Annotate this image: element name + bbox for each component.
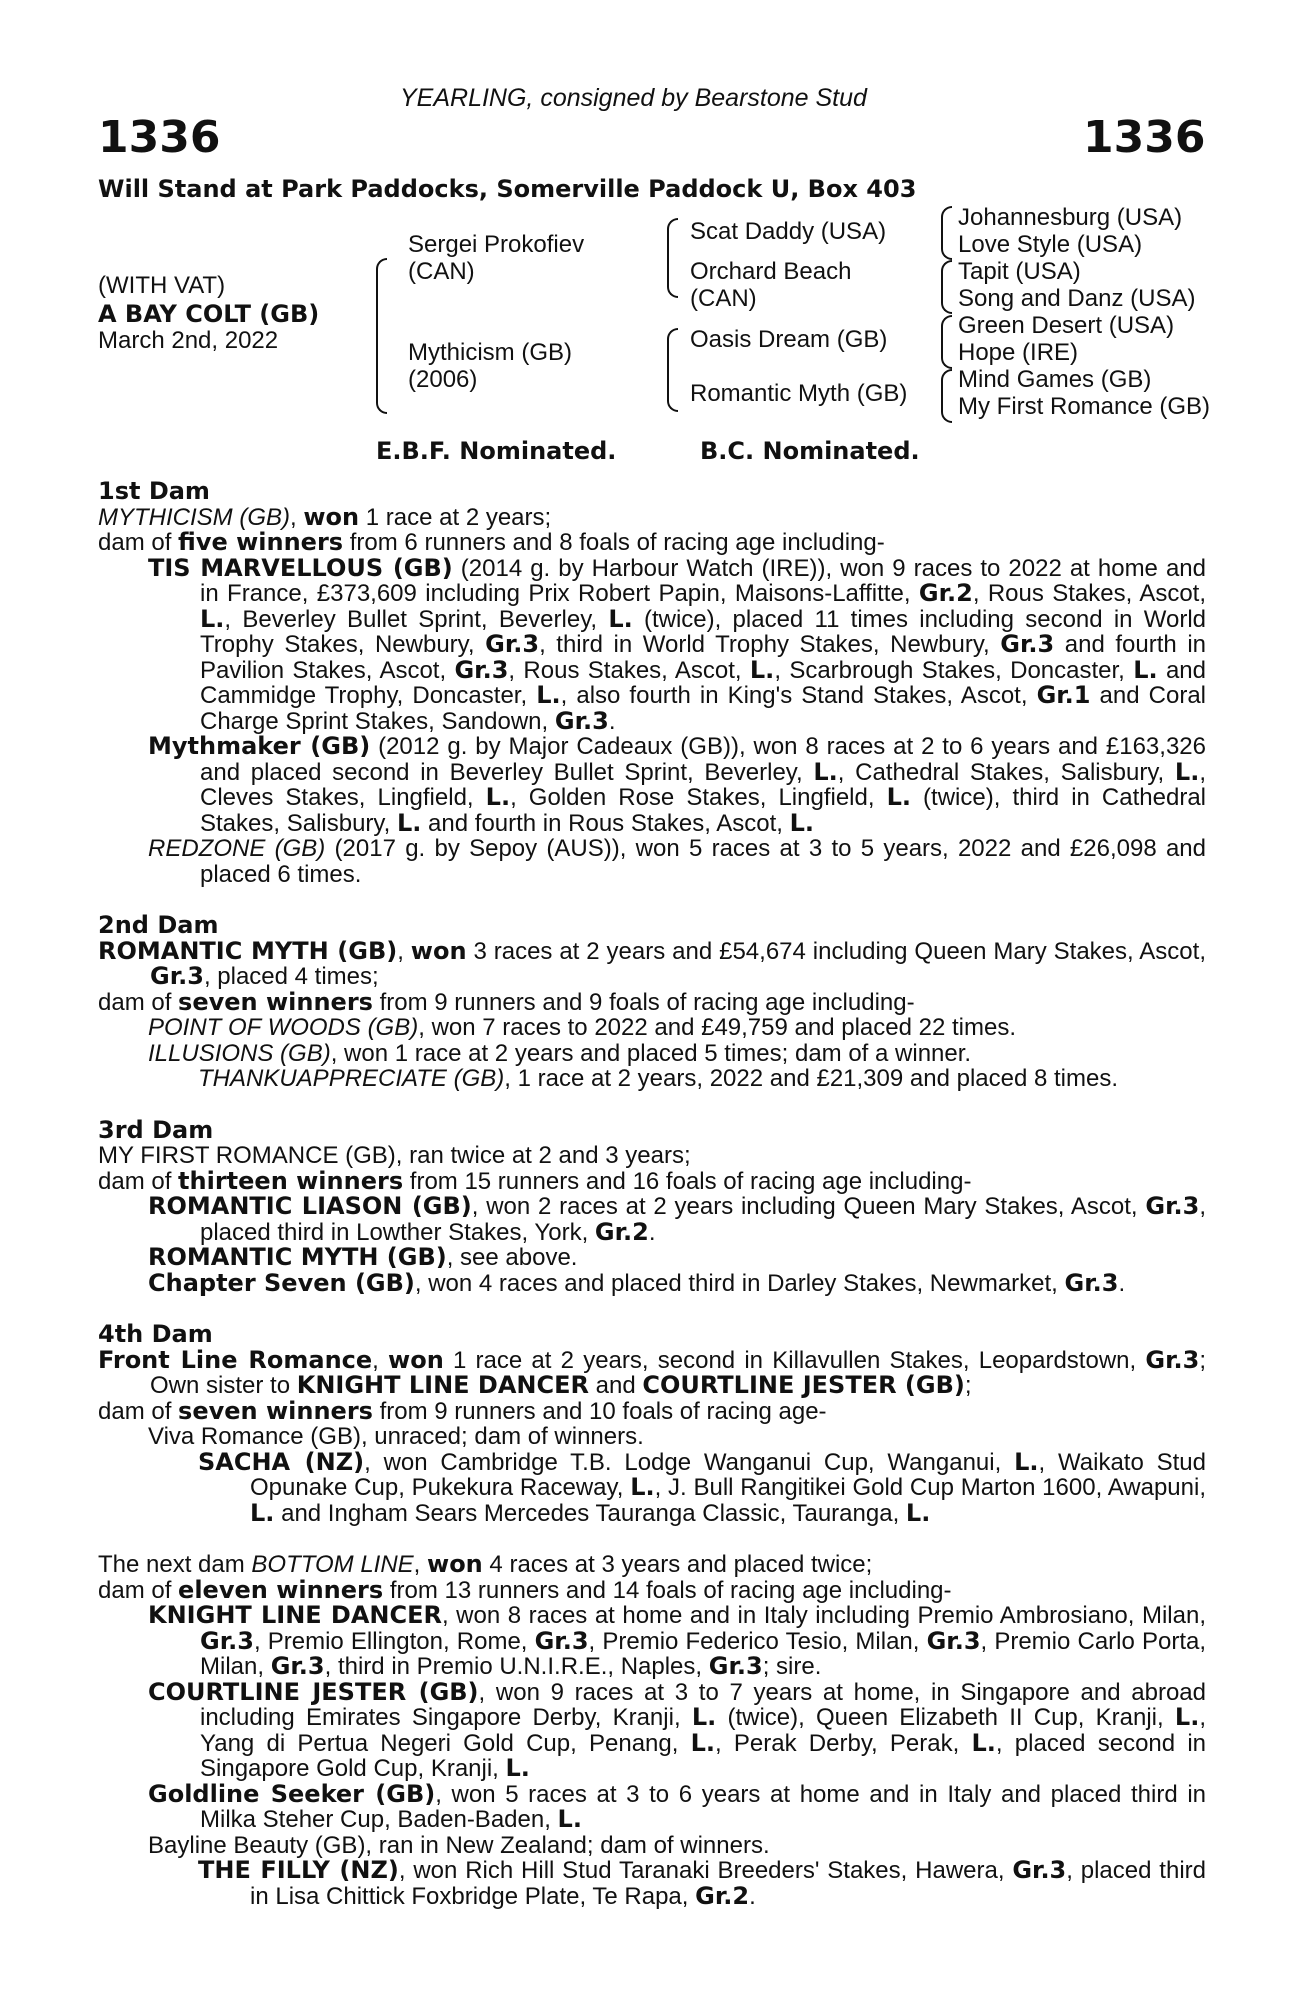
text: ; sire. xyxy=(762,1653,822,1680)
entry-line xyxy=(98,1677,1207,1782)
entry-line xyxy=(98,1245,1206,1271)
bc-nomination: B.C. Nominated. xyxy=(700,437,920,465)
text: and Cammidge Trophy, Doncaster, xyxy=(200,656,1206,709)
section-heading: 3rd Dam xyxy=(98,1115,214,1144)
text: dam of xyxy=(98,1167,179,1195)
entry-line xyxy=(98,1041,1206,1067)
bold-text: L. xyxy=(536,681,561,709)
sire-name: Sergei Prokofiev xyxy=(408,231,585,258)
bold-text: Gr.3 xyxy=(554,706,609,735)
text: dam of xyxy=(98,529,179,556)
entry-line xyxy=(98,1447,1206,1527)
bold-text: COURTLINE JESTER (GB) xyxy=(642,1371,965,1399)
entry-line xyxy=(98,987,1206,1016)
text: , won Cambridge T.B. Lodge Wanganui Cup, Wanganui, xyxy=(364,1448,1015,1476)
text: ; Own sister to xyxy=(150,1346,1206,1399)
text: , Premio Carlo Porta, Milan, xyxy=(200,1627,1207,1680)
pedigree-brace-dam xyxy=(667,328,678,412)
text: , J. Bull Rangitikei Gold Cup Marton 1600, Awapuni, xyxy=(654,1474,1206,1501)
bold-text: won xyxy=(410,936,467,965)
bold-text: L. xyxy=(813,757,838,786)
sire-dam-origin: (CAN) xyxy=(690,285,757,312)
bold-text: Gr.3 xyxy=(454,655,509,684)
bold-text: Gr.2 xyxy=(918,579,973,607)
bold-text: L. xyxy=(971,1728,996,1757)
section-heading: 2nd Dam xyxy=(98,911,219,939)
text: , also fourth in King's Stand Stakes, Ascot, xyxy=(560,682,1037,709)
entry-line xyxy=(98,1603,1206,1680)
bold-text: Gr.3 xyxy=(1064,1268,1119,1297)
bold-text: L. xyxy=(250,1498,275,1527)
entry-line xyxy=(98,1143,1206,1169)
text: dam of xyxy=(98,1576,179,1604)
text: (twice), Queen Elizabeth II Cup, Kranji, xyxy=(716,1704,1175,1731)
pedigree-brace-g4-4 xyxy=(941,369,952,423)
entry-line xyxy=(98,553,1207,735)
bold-text: won xyxy=(303,502,360,531)
bold-text: L. xyxy=(1174,757,1200,786)
bold-text: Chapter Seven (GB) xyxy=(148,1268,415,1297)
bold-text: L. xyxy=(200,604,225,633)
bold-text: Gr.3 xyxy=(485,630,540,658)
text: MY FIRST ROMANCE (GB), ran twice at 2 and 3 years; xyxy=(98,1142,691,1169)
horse-title: A BAY COLT (GB) xyxy=(98,300,320,328)
bold-text: seven winners xyxy=(178,1396,373,1425)
entry-line xyxy=(98,836,1206,887)
text: Bayline Beauty (GB), ran in New Zealand; dam of winners. xyxy=(148,1831,770,1859)
text: ; xyxy=(964,1372,972,1399)
g4-ancestor: Hope (IRE) xyxy=(958,339,1079,366)
entry-line xyxy=(98,1575,1206,1604)
pedigree-brace-g4-3 xyxy=(941,315,952,369)
text: , won 1 race at 2 years and placed 5 times; dam of a winner. xyxy=(330,1039,972,1067)
text: , Premio Federico Tesio, Milan, xyxy=(588,1627,927,1655)
g4-ancestor: My First Romance (GB) xyxy=(958,393,1211,420)
entry-line xyxy=(98,1015,1206,1041)
italic-text: ILLUSIONS (GB) xyxy=(148,1039,331,1067)
text: from 9 runners and 9 foals of racing age including- xyxy=(372,988,915,1016)
text: , won 8 races at home and in Italy including Premio Ambrosiano, Milan, xyxy=(441,1602,1206,1629)
text: 1 race at 2 years, second in Killavullen Stakes, Leopardstown, xyxy=(443,1346,1146,1374)
bold-text: won xyxy=(427,1550,483,1578)
text: , Yang di Pertua Negeri Gold Cup, Penang, xyxy=(200,1704,1206,1757)
entry-line xyxy=(98,502,1206,531)
text: (2012 g. by Major Cadeaux (GB)), won 8 races at 2 to 6 years and £163,326 and placed second in Beverley Bullet Sprint, Beverley, xyxy=(200,733,1206,786)
text: , Beverley Bullet Sprint, Beverley, xyxy=(224,605,609,633)
dam-section xyxy=(98,1552,1206,1909)
g4-ancestor: Love Style (USA) xyxy=(958,231,1143,258)
entry-line xyxy=(98,1066,1206,1092)
ebf-nomination: E.B.F. Nominated. xyxy=(376,437,617,465)
bold-text: L. xyxy=(749,655,775,684)
text: , won Rich Hill Stud Taranaki Breeders' Stakes, Hawera, xyxy=(398,1857,1013,1884)
bold-text: L. xyxy=(1014,1447,1039,1476)
section-heading: 4th Dam xyxy=(98,1320,213,1348)
text: and fourth in Rous Stakes, Ascot, xyxy=(421,809,790,837)
text: , xyxy=(397,937,411,965)
dam-section xyxy=(98,1322,1206,1526)
italic-text: POINT OF WOODS (GB) xyxy=(148,1014,419,1041)
sire-origin: (CAN) xyxy=(408,258,475,285)
bold-text: Gr.3 xyxy=(200,1626,254,1655)
bold-text: L. xyxy=(557,1805,582,1833)
g4-ancestor: Song and Danz (USA) xyxy=(958,285,1196,312)
bold-text: L. xyxy=(1174,1703,1200,1731)
text: , Cathedral Stakes, Salisbury, xyxy=(837,758,1175,786)
bold-text: TIS MARVELLOUS (GB) xyxy=(148,553,453,582)
bold-text: L. xyxy=(1133,655,1158,684)
bold-text: Gr.3 xyxy=(1000,630,1055,658)
text: (twice), third in Cathedral Stakes, Salisbury, xyxy=(200,784,1206,837)
pedigree-brace-parents xyxy=(376,258,387,414)
bold-text: Gr.3 xyxy=(150,962,204,990)
text: , Golden Rose Stakes, Lingfield, xyxy=(510,784,887,811)
text: Viva Romance (GB), unraced; dam of winners. xyxy=(148,1423,644,1450)
bold-text: SACHA (NZ) xyxy=(198,1447,365,1476)
text: , placed third in Lisa Chittick Foxbridge Plate, Te Rapa, xyxy=(250,1857,1206,1910)
text: from 13 runners and 14 foals of racing age including- xyxy=(383,1576,952,1604)
entry-line xyxy=(98,1194,1206,1245)
bold-text: five winners xyxy=(178,528,344,556)
italic-text: REDZONE (GB) xyxy=(148,835,326,862)
bold-text: L. xyxy=(690,1728,716,1757)
bold-text: KNIGHT LINE DANCER xyxy=(148,1601,442,1629)
text: , Waikato Stud Opunake Cup, Pukekura Raceway, xyxy=(250,1448,1206,1501)
vat-note: (WITH VAT) xyxy=(98,272,226,299)
text: , third in Premio U.N.I.R.E., Naples, xyxy=(324,1653,709,1680)
text: , won 9 races at 3 to 7 years at home, in Singapore and abroad including Emirates Singapore Derby, Kranji, xyxy=(200,1678,1206,1731)
bold-text: won xyxy=(388,1345,444,1374)
bold-text: COURTLINE JESTER (GB) xyxy=(148,1677,479,1706)
entry-line xyxy=(98,1345,1206,1399)
catalogue-body xyxy=(98,479,1206,1909)
bold-text: thirteen winners xyxy=(178,1166,404,1195)
dam-section xyxy=(98,479,1206,887)
dam-sire: Oasis Dream (GB) xyxy=(690,326,888,353)
bold-text: Gr.3 xyxy=(1145,1192,1200,1220)
bold-text: L. xyxy=(789,808,815,837)
text: dam of xyxy=(98,1397,179,1425)
text: , won 2 races at 2 years including Queen Mary Stakes, Ascot, xyxy=(471,1193,1146,1220)
bold-text: L. xyxy=(396,808,422,837)
pedigree-brace-g4-2 xyxy=(941,260,952,314)
text: from 9 runners and 10 foals of racing age- xyxy=(372,1397,827,1425)
text: and xyxy=(588,1372,643,1399)
bold-text: KNIGHT LINE DANCER xyxy=(296,1371,589,1399)
entry-line xyxy=(98,1858,1206,1909)
foaling-date: March 2nd, 2022 xyxy=(98,327,279,354)
bold-text: Mythmaker (GB) xyxy=(148,732,371,760)
text: . xyxy=(648,1218,656,1246)
bold-text: ROMANTIC MYTH (GB) xyxy=(98,936,398,965)
bold-text: L. xyxy=(630,1473,655,1501)
bold-text: Front Line Romance xyxy=(98,1345,373,1374)
bold-text: L. xyxy=(886,783,911,811)
bold-text: L. xyxy=(485,783,511,811)
entry-line xyxy=(98,734,1206,836)
bold-text: Gr.3 xyxy=(1012,1856,1067,1884)
lot-number-left: 1336 xyxy=(98,112,221,163)
text: , see above. xyxy=(446,1244,578,1271)
bold-text: Gr.2 xyxy=(594,1217,649,1246)
text: , 1 race at 2 years, 2022 and £21,309 and placed 8 times. xyxy=(504,1065,1119,1092)
bold-text: L. xyxy=(905,1498,931,1527)
italic-text: BOTTOM LINE xyxy=(251,1551,414,1578)
bold-text: Gr.2 xyxy=(695,1881,750,1910)
sire-dam-name: Orchard Beach xyxy=(690,258,852,285)
text: and Coral Charge Sprint Stakes, Sandown, xyxy=(200,682,1207,735)
text: , placed 4 times; xyxy=(203,963,379,990)
entry-line xyxy=(98,1424,1206,1450)
bold-text: ROMANTIC MYTH (GB) xyxy=(148,1243,447,1271)
entry-line xyxy=(98,1552,1206,1578)
italic-text: MYTHICISM (GB) xyxy=(98,503,290,531)
text: , Premio Ellington, Rome, xyxy=(253,1627,535,1655)
bold-text: Gr.3 xyxy=(926,1626,981,1655)
bold-text: eleven winners xyxy=(178,1575,384,1604)
dam-name: Mythicism (GB) xyxy=(408,339,572,366)
entry-line xyxy=(98,936,1206,990)
entry-line xyxy=(98,1396,1206,1425)
bold-text: L. xyxy=(691,1703,717,1731)
text: , Scarbrough Stakes, Doncaster, xyxy=(774,656,1134,684)
consigned-by: YEARLING, consigned by Bearstone Stud xyxy=(400,84,867,112)
section-heading: 1st Dam xyxy=(98,477,210,505)
stand-location: Will Stand at Park Paddocks, Somerville Paddock U, Box 403 xyxy=(98,175,917,203)
entry-line xyxy=(98,1166,1206,1195)
g4-ancestor: Mind Games (GB) xyxy=(958,366,1152,393)
text: . xyxy=(608,707,616,735)
text: , Cleves Stakes, Lingfield, xyxy=(200,758,1206,811)
text: , xyxy=(372,1346,389,1374)
pedigree-brace-g4-1 xyxy=(941,206,952,260)
text: and Ingham Sears Mercedes Tauranga Classic, Tauranga, xyxy=(274,1499,906,1527)
text: from 6 runners and 8 foals of racing age including- xyxy=(343,529,885,556)
bold-text: Gr.3 xyxy=(1145,1345,1200,1374)
lot-number-right: 1336 xyxy=(1083,112,1206,163)
text: , won 4 races and placed third in Darley Stakes, Newmarket, xyxy=(414,1269,1065,1297)
dam-section xyxy=(98,913,1206,1092)
italic-text: THANKUAPPRECIATE (GB) xyxy=(198,1065,505,1092)
text: , Rous Stakes, Ascot, xyxy=(508,656,750,684)
text: , won 5 races at 3 to 6 years at home and in Italy and placed third in Milka Steher Cup, Baden-Baden, xyxy=(200,1780,1207,1833)
text: (2017 g. by Sepoy (AUS)), won 5 races at 3 to 5 years, 2022 and £26,098 and placed 6 times. xyxy=(200,835,1206,888)
bold-text: L. xyxy=(505,1754,530,1782)
g4-ancestor: Green Desert (USA) xyxy=(958,312,1175,339)
bold-text: Gr.3 xyxy=(534,1626,589,1655)
text: and fourth in Pavilion Stakes, Ascot, xyxy=(200,631,1206,684)
bold-text: THE FILLY (NZ) xyxy=(198,1856,399,1884)
entry-line xyxy=(98,530,1206,556)
text: , Rous Stakes, Ascot, xyxy=(972,580,1207,607)
bold-text: Gr.1 xyxy=(1036,681,1091,709)
pedigree-brace-sire xyxy=(667,218,678,298)
bold-text: Gr.3 xyxy=(270,1652,325,1680)
sire-sire: Scat Daddy (USA) xyxy=(690,218,887,245)
text: , third in World Trophy Stakes, Newbury, xyxy=(539,631,1001,658)
bold-text: Gr.3 xyxy=(708,1652,763,1680)
text: , Perak Derby, Perak, xyxy=(715,1729,972,1757)
text: The next dam xyxy=(98,1551,252,1578)
entry-line xyxy=(98,1268,1206,1297)
text: . xyxy=(1118,1269,1126,1297)
text: (twice), placed 11 times including second in World Trophy Stakes, Newbury, xyxy=(200,605,1207,658)
text: 4 races at 3 years and placed twice; xyxy=(482,1551,873,1578)
bold-text: Goldline Seeker (GB) xyxy=(148,1779,436,1808)
text: . xyxy=(749,1882,756,1910)
text: , won 7 races to 2022 and £49,759 and placed 22 times. xyxy=(418,1014,1016,1041)
dam-dam: Romantic Myth (GB) xyxy=(690,380,908,407)
text: 3 races at 2 years and £54,674 including Queen Mary Stakes, Ascot, xyxy=(466,937,1206,965)
text: (2014 g. by Harbour Watch (IRE)), won 9 races to 2022 at home and in France, £373,609 including Prix Robert Papin, Maisons-Laffitte, xyxy=(200,554,1206,607)
text: dam of xyxy=(98,988,179,1016)
text: , xyxy=(413,1551,428,1578)
text: 1 race at 2 years; xyxy=(359,503,552,531)
text: from 15 runners and 16 foals of racing age including- xyxy=(403,1167,972,1195)
dam-year: (2006) xyxy=(408,366,478,393)
g4-ancestor: Tapit (USA) xyxy=(958,258,1081,285)
bold-text: L. xyxy=(608,604,633,633)
dam-section xyxy=(98,1115,1206,1297)
bold-text: ROMANTIC LIASON (GB) xyxy=(148,1192,472,1220)
bold-text: seven winners xyxy=(178,987,373,1016)
entry-line xyxy=(98,1833,1206,1859)
text: , placed second in Singapore Gold Cup, Kranji, xyxy=(200,1729,1207,1782)
text: , xyxy=(290,503,304,531)
text: , placed third in Lowther Stakes, York, xyxy=(200,1193,1206,1246)
entry-line xyxy=(98,1779,1207,1833)
g4-ancestor: Johannesburg (USA) xyxy=(958,204,1183,231)
